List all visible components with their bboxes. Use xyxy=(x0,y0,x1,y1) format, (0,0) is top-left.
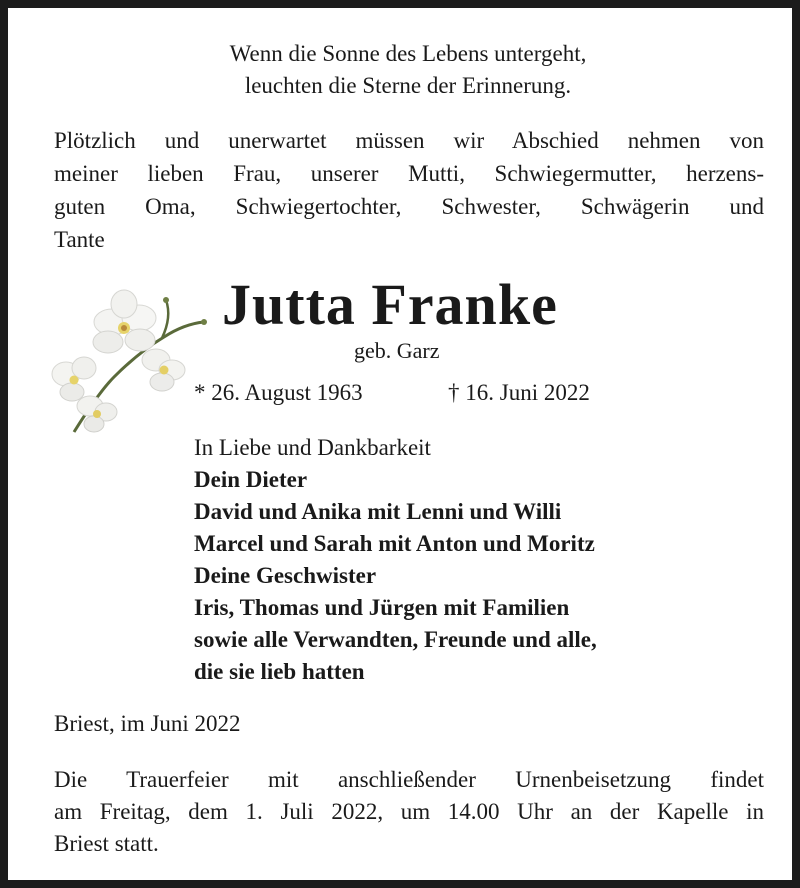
service-line: am Freitag, dem 1. Juli 2022, um 14.00 Uhr an der Kapelle in xyxy=(54,799,764,824)
family-intro: In Liebe und Dankbarkeit xyxy=(194,435,431,460)
deceased-name: Jutta Franke xyxy=(222,272,558,337)
family-line: sowie alle Verwandten, Freunde und alle, xyxy=(194,627,597,652)
orchid-icon xyxy=(44,282,214,442)
place-date: Briest, im Juni 2022 xyxy=(54,711,241,736)
intro-line: Tante xyxy=(54,227,105,252)
family-line: Dein Dieter xyxy=(194,467,308,492)
family-line: Iris, Thomas und Jürgen mit Familien xyxy=(194,595,570,620)
service-line: Briest statt. xyxy=(54,831,159,856)
family-line: die sie lieb hatten xyxy=(194,659,365,684)
family-line: David und Anika mit Lenni und Willi xyxy=(194,499,562,524)
motto-line-2: leuchten die Sterne der Erinnerung. xyxy=(244,73,572,98)
family-signatures xyxy=(194,432,597,688)
funeral-service-info xyxy=(54,764,764,860)
intro-line: guten Oma, Schwiegertochter, Schwester, Schwägerin und xyxy=(54,194,764,219)
maiden-name: geb. Garz xyxy=(354,338,440,363)
intro-line: Plötzlich und unerwartet müssen wir Abschied nehmen von xyxy=(54,128,764,153)
death-date: † 16. Juni 2022 xyxy=(448,380,590,405)
family-line: Marcel und Sarah mit Anton und Moritz xyxy=(194,531,595,556)
motto xyxy=(8,38,800,102)
birth-date: * 26. August 1963 xyxy=(194,380,363,405)
service-line: Die Trauerfeier mit anschließender Urnenbeisetzung findet xyxy=(54,767,764,792)
intro-line: meiner lieben Frau, unserer Mutti, Schwiegermutter, herzens- xyxy=(54,161,764,186)
family-line: Deine Geschwister xyxy=(194,563,377,588)
intro-paragraph xyxy=(54,124,764,256)
motto-line-1: Wenn die Sonne des Lebens untergeht, xyxy=(229,41,587,66)
